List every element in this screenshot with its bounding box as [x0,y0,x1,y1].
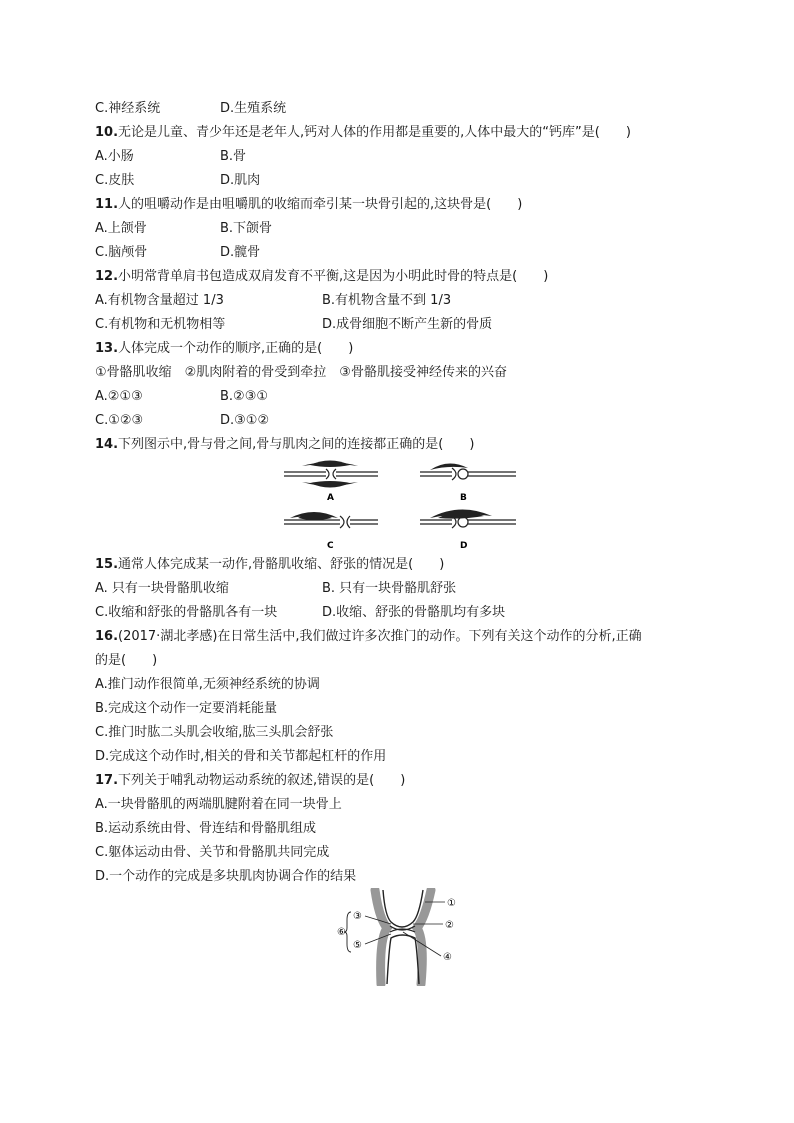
q10-text: 无论是儿童、青少年还是老年人,钙对人体的作用都是重要的,人体中最大的“钙库”是( ) [118,125,631,140]
q16-stem-cont: 的是( ) [95,653,158,668]
q17-number: 17. [95,773,119,788]
q14-text: 下列图示中,骨与骨之间,骨与肌肉之间的连接都正确的是( ) [118,437,475,452]
q14-label-c: C [327,541,334,551]
q17-option-c: C.躯体运动由骨、关节和骨骼肌共同完成 [95,845,330,860]
q12-option-d: D.成骨细胞不断产生新的骨质 [322,317,493,332]
q17-option-d: D.一个动作的完成是多块肌肉协调合作的结果 [95,869,357,884]
q13-items: ①骨骼肌收缩 ②肌肉附着的骨受到牵拉 ③骨骼肌接受神经传来的兴奋 [95,365,507,380]
q17-option-b: B.运动系统由骨、骨连结和骨骼肌组成 [95,821,317,836]
q15-text: 通常人体完成某一动作,骨骼肌收缩、舒张的情况是( ) [118,557,445,572]
q15-option-d: D.收缩、舒张的骨骼肌均有多块 [322,605,506,620]
q14-stem [95,436,474,454]
q12-text: 小明常背单肩书包造成双肩发育不平衡,这是因为小明此时骨的特点是( ) [118,269,549,284]
q14-figure-c [284,512,378,551]
q16-option-a: A.推门动作很简单,无须神经系统的协调 [95,677,320,692]
q14-label-d: D [460,541,468,551]
q11-option-d: D.髋骨 [220,245,261,260]
q13-option-a: A.②①③ [95,389,143,404]
q10-option-b: B.骨 [220,149,247,164]
q11-option-b: B.下颌骨 [220,221,273,236]
q12-option-c: C.有机物和无机物相等 [95,317,226,332]
q10-stem [95,124,631,142]
q11-option-a: A.上颌骨 [95,221,147,236]
knee-label-6: ⑥ [337,927,346,938]
q16-option-d: D.完成这个动作时,相关的骨和关节都起杠杆的作用 [95,749,387,764]
knee-label-5: ⑤ [353,940,362,951]
q13-option-b: B.②③① [220,389,269,404]
q14-label-a: A [327,493,334,503]
q15-option-a: A. 只有一块骨骼肌收缩 [95,581,229,596]
q14-label-b: B [460,493,467,503]
q13-stem [95,340,353,358]
knee-joint-figure [335,888,465,986]
q10-option-c: C.皮肤 [95,173,135,188]
knee-label-3: ③ [353,911,362,922]
q17-option-a: A.一块骨骼肌的两端肌腱附着在同一块骨上 [95,797,342,812]
q13-text: 人体完成一个动作的顺序,正确的是( ) [118,341,354,356]
q16-option-b: B.完成这个动作一定要消耗能量 [95,701,278,716]
q13-option-c: C.①②③ [95,413,144,428]
q13-option-d: D.③①② [220,413,270,428]
q16-option-c: C.推门时肱二头肌会收缩,肱三头肌会舒张 [95,725,334,740]
q17-stem [95,772,405,790]
q9-option-c: C.神经系统 [95,101,161,116]
q15-option-b: B. 只有一块骨骼肌舒张 [322,581,457,596]
q15-number: 15. [95,557,119,572]
q11-stem [95,196,522,214]
q12-number: 12. [95,269,119,284]
q12-stem [95,268,548,286]
q16-text: (2017·湖北孝感)在日常生活中,我们做过许多次推门的动作。下列有关这个动作的分析,正确 [118,629,642,644]
knee-label-2: ② [445,920,454,931]
q12-option-b: B.有机物含量不到 1/3 [322,293,452,308]
q14-joint-figure [280,458,520,552]
q16-stem [95,628,642,646]
q13-number: 13. [95,341,119,356]
q9-option-d: D.生殖系统 [220,101,287,116]
q16-number: 16. [95,629,119,644]
q14-figure-d [420,509,516,551]
q15-option-c: C.收缩和舒张的骨骼肌各有一块 [95,605,278,620]
q12-option-a: A.有机物含量超过 1/3 [95,293,224,308]
q14-number: 14. [95,437,119,452]
q17-text: 下列关于哺乳动物运动系统的叙述,错误的是( ) [118,773,406,788]
knee-label-1: ① [447,898,456,909]
q15-stem [95,556,444,574]
q14-figure-a [284,461,378,504]
q11-option-c: C.脑颅骨 [95,245,148,260]
q14-figure-b [420,463,516,503]
q11-number: 11. [95,197,119,212]
q10-number: 10. [95,125,119,140]
knee-brace [344,912,351,952]
q10-option-d: D.肌肉 [220,173,261,188]
q11-text: 人的咀嚼动作是由咀嚼肌的收缩而牵引某一块骨引起的,这块骨是( ) [118,197,523,212]
knee-label-4: ④ [443,952,452,963]
q10-option-a: A.小肠 [95,149,134,164]
